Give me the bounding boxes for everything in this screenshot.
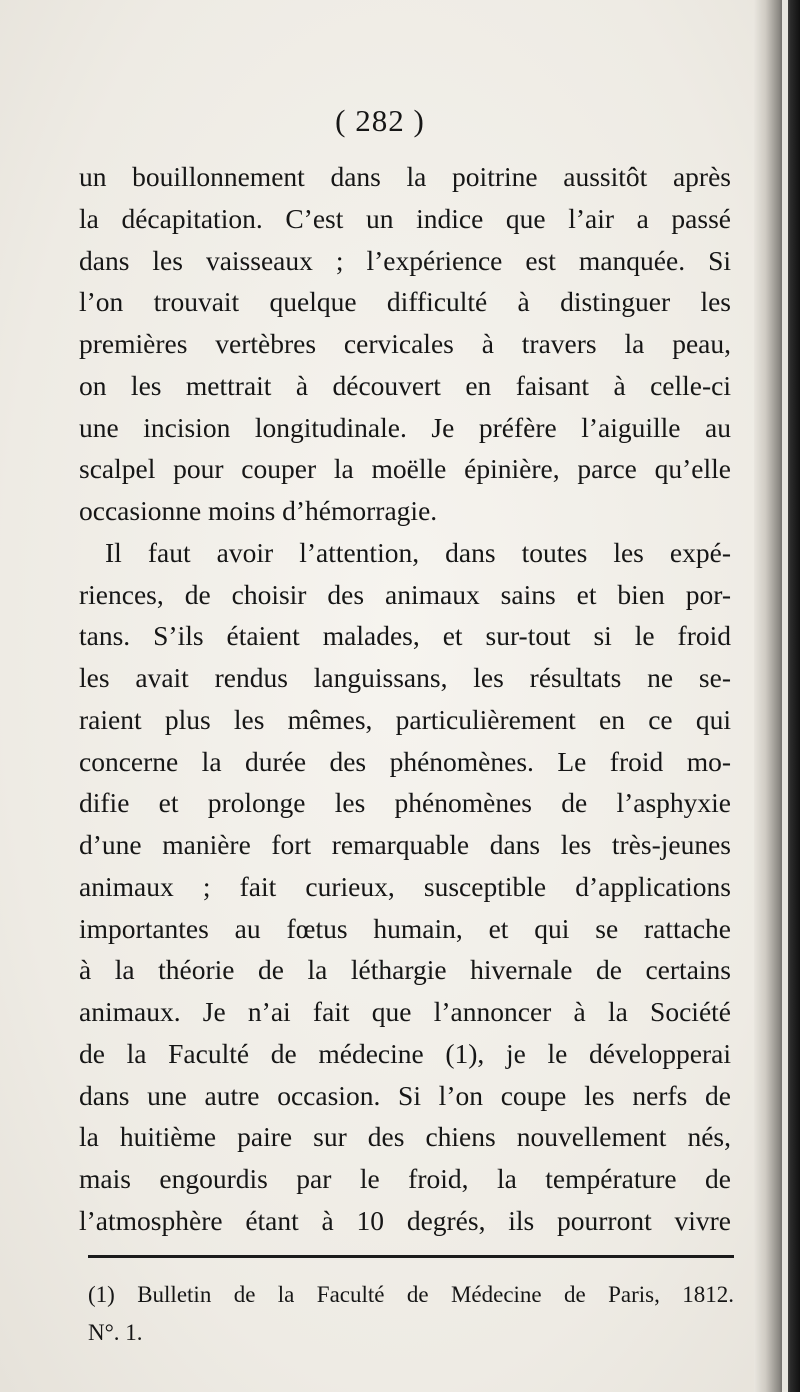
footnote-rule (88, 1255, 734, 1258)
footnote-line: (1) Bulletin de la Faculté de Médecine de Paris, 1812. (88, 1282, 734, 1307)
text-line: riences, de choisir des animaux sains et bien por- (79, 578, 731, 610)
text-line: à la théorie de la léthargie hivernale de certains (79, 954, 731, 986)
text-line: importantes au fœtus humain, et qui se rattache (79, 912, 731, 944)
text-line: difie et prolonge les phénomènes de l’asphyxie (79, 787, 731, 819)
text-line: tans. S’ils étaient malades, et sur-tout si le froid (79, 620, 731, 652)
text-line: dans les vaisseaux ; l’expérience est manquée. Si (79, 244, 731, 276)
text-line: l’atmosphère étant à 10 degrés, ils pourront vivre (79, 1204, 731, 1236)
footnote-line: N°. 1. (88, 1320, 143, 1345)
page-edge-shadow (754, 0, 800, 1392)
text-line: la décapitation. C’est un indice que l’air a passé (79, 202, 731, 234)
text-line: un bouillonnement dans la poitrine aussitôt après (79, 161, 731, 192)
text-line: Il faut avoir l’attention, dans toutes les expé- (105, 536, 731, 568)
text-line: on les mettrait à découvert en faisant à celle-ci (79, 369, 731, 401)
page-number: ( 282 ) (335, 103, 425, 138)
text-line: animaux ; fait curieux, susceptible d’applications (79, 870, 731, 902)
text-line: scalpel pour couper la moëlle épinière, parce qu’elle (79, 453, 731, 485)
text-line: une incision longitudinale. Je préfère l’aiguille au (79, 411, 731, 443)
text-line: la huitième paire sur des chiens nouvellement nés, (79, 1121, 731, 1153)
main-text (79, 156, 731, 1242)
text-line: animaux. Je n’ai fait que l’annoncer à la Société (79, 996, 731, 1027)
text-line: raient plus les mêmes, particulièrement en ce qui (79, 703, 731, 735)
text-line: d’une manière fort remarquable dans les très-jeunes (79, 829, 731, 860)
text-line: mais engourdis par le froid, la température de (79, 1163, 731, 1194)
text-line: les avait rendus languissans, les résultats ne se- (79, 662, 731, 693)
footnote (88, 1276, 734, 1352)
text-line: l’on trouvait quelque difficulté à distinguer les (79, 286, 731, 318)
text-line: dans une autre occasion. Si l’on coupe les nerfs de (79, 1079, 731, 1111)
text-line: occasionne moins d’hémorragie. (79, 495, 438, 526)
text-line: concerne la durée des phénomènes. Le froid mo- (79, 745, 731, 777)
text-line: premières vertèbres cervicales à travers la peau, (79, 328, 731, 359)
page-edge-highlight (782, 0, 788, 1392)
text-line: de la Faculté de médecine (1), je le développerai (79, 1037, 731, 1069)
